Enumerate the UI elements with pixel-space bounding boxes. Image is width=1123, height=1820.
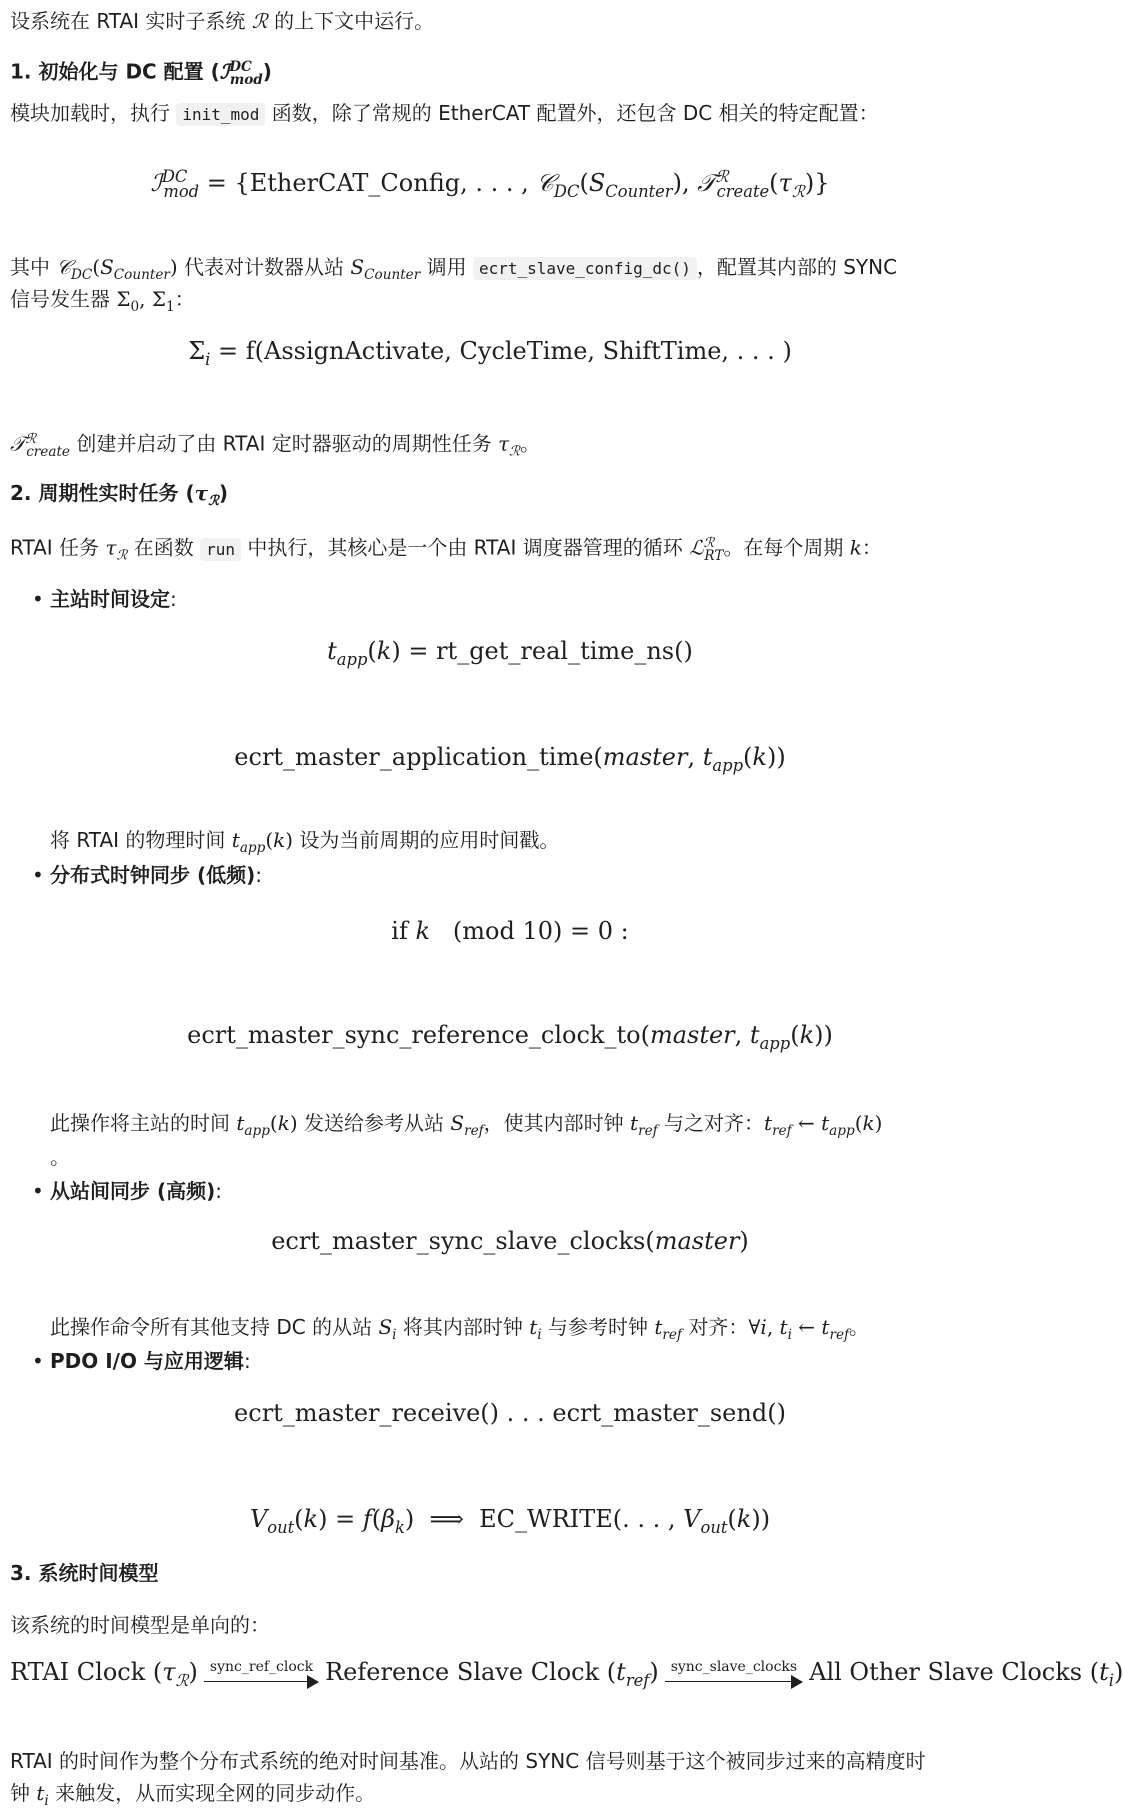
section-3-paragraph-2: RTAI 的时间作为整个分布式系统的绝对时间基准。从站的 SYNC 信号则基于这个被同步过来的高精度时 <box>10 1749 926 1773</box>
bullet-master-time-description: 将 RTAI 的物理时间 $t_{app}(k)$ 设为当前周期的应用时间戳。 <box>50 828 560 856</box>
section-1-paragraph-2: 其中 $𝒞_{DC}(S_{Counter})$ 代表对计数器从站 $S_{Counter}$ 调用 ecrt_slave_config_dc() ，配置其内部的 SYNC <box>10 255 898 283</box>
bullet-dot: • <box>32 587 44 611</box>
section-3-heading: 3. 系统时间模型 <box>10 1561 159 1585</box>
intro-paragraph: 设系统在 RTAI 实时子系统 ℛ 的上下文中运行。 <box>10 9 435 33</box>
equation-tapp: $t_{app}(k)$ = rt_get_real_time_ns() <box>327 637 693 669</box>
section-1-paragraph-2-line-2: 信号发生器 $\Sigma_0$, $\Sigma_1$： <box>10 287 195 315</box>
equation-sync-slave-clocks: ecrt_master_sync_slave_clocks(master) <box>271 1227 749 1255</box>
inline-code-init-mod: init_mod <box>176 103 265 126</box>
bullet-dot: • <box>32 863 44 887</box>
section-1-heading: 1. 初始化与 DC 配置 (ℐ$^{DC}_{mod}$) <box>10 59 272 88</box>
bullet-pdo-io: • PDO I/O 与应用逻辑: <box>50 1346 251 1376</box>
bullet-dc-sync-description: 此操作将主站的时间 $t_{app}(k)$ 发送给参考从站 $S_{ref}$，使其内部时钟 $t_{ref}$ 与之对齐：$t_{ref}$ ← $t_{app}(k)$ <box>50 1111 883 1139</box>
equation-sync-reference-clock: ecrt_master_sync_reference_clock_to(master, $t_{app}(k)$) <box>187 1021 833 1053</box>
equation-dc-config: ℐ$^{DC}_{mod}$ = {EtherCAT_Config, . . . , $𝒞_{DC}(S_{Counter})$, $𝒯^ℛ_{create}(\tau_ℛ)$} <box>150 167 830 201</box>
arrow-sync-slave-clocks: sync_slave_clocks <box>665 1659 803 1689</box>
section-2-heading: 2. 周期性实时任务 $(\tau_ℛ)$ <box>10 481 229 509</box>
inline-code-slave-config-dc: ecrt_slave_config_dc() <box>473 257 697 280</box>
section-3-paragraph-1: 该系统的时间模型是单向的： <box>10 1613 270 1637</box>
section-2-paragraph-1: RTAI 任务 $\tau_ℛ$ 在函数 run 中执行，其核心是一个由 RTAI 调度器管理的循环 ℒ$^ℛ_{RT}$。在每个周期 k： <box>10 535 882 564</box>
equation-vout: $V_{out}(k) = f(\beta_k)$ ⟹ EC_WRITE(. . . , $V_{out}(k)$) <box>249 1505 771 1537</box>
equation-receive-send: ecrt_master_receive() . . . ecrt_master_send() <box>234 1399 786 1427</box>
section-1-paragraph-3: 𝒯$^ℛ_{create}$ 创建并启动了由 RTAI 定时器驱动的周期性任务 $\tau_ℛ$。 <box>10 431 541 460</box>
section-1-paragraph-1: 模块加载时，执行 init_mod 函数，除了常规的 EtherCAT 配置外，还包含 DC 相关的特定配置： <box>10 101 879 125</box>
bullet-dc-sync-description-end: 。 <box>50 1145 70 1169</box>
equation-application-time: ecrt_master_application_time(master, $t_{app}(k)$) <box>234 743 786 775</box>
bullet-slave-sync: • 从站间同步 (高频): <box>50 1176 222 1206</box>
section-3-paragraph-2-line-2: 钟 $t_i$ 来触发，从而实现全网的同步动作。 <box>10 1781 376 1809</box>
bullet-dot: • <box>32 1349 44 1373</box>
bullet-dot: • <box>32 1179 44 1203</box>
inline-code-run: run <box>200 538 241 561</box>
bullet-master-time: • 主站时间设定: <box>50 584 177 614</box>
bullet-slave-sync-description: 此操作命令所有其他支持 DC 的从站 $S_i$ 将其内部时钟 $t_i$ 与参考时钟 $t_{ref}$ 对齐：∀i, $t_i$ ← $t_{ref}$。 <box>50 1315 870 1343</box>
bullet-dc-sync: • 分布式时钟同步 (低频): <box>50 860 262 890</box>
time-model-chain: RTAI Clock $(\tau_ℛ)$ sync_ref_clock Reference Slave Clock $(t_{ref})$ sync_slave_clocks All Other Slave Clocks $(t_i)$ <box>10 1658 1123 1690</box>
equation-sigma: $\Sigma_i$ = f(AssignActivate, CycleTime, ShiftTime, . . . ) <box>188 337 792 369</box>
arrow-sync-ref-clock: sync_ref_clock <box>204 1659 319 1689</box>
equation-mod-condition: if k (mod 10) = 0 : <box>391 917 629 945</box>
